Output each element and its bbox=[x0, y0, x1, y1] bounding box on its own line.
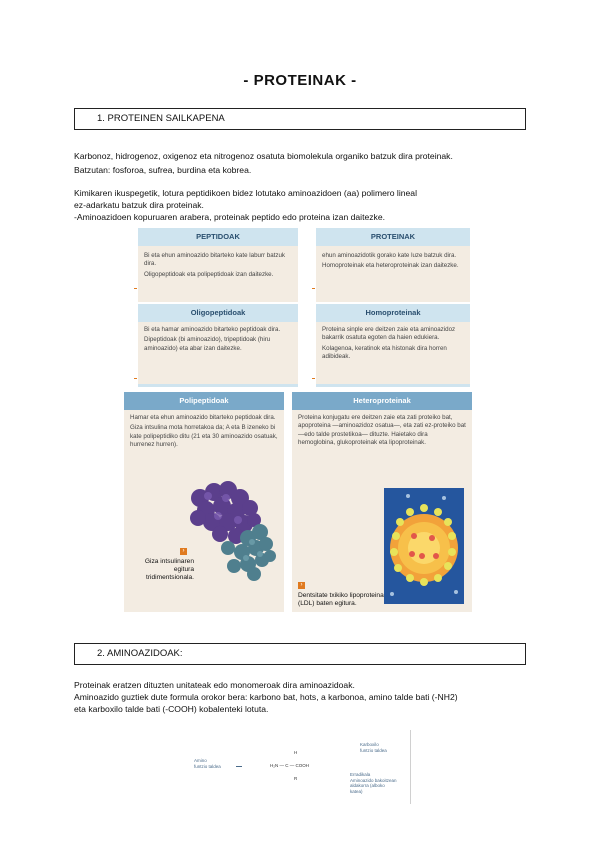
panel-paragraph: Bi eta hamar aminoazido bitarteko peptidoak dira. bbox=[144, 326, 281, 333]
formula-main: H₂N — C — COOH bbox=[270, 763, 309, 768]
section-header-2: 2. AMINOAZIDOAK: bbox=[74, 643, 526, 665]
panel-paragraph: Giza intsulina mota horretakoa da; A eta B izeneko bi kate polipeptidiko ditu (21 eta 30 aminoazido osatuak, hurrenez hurren). bbox=[130, 424, 278, 449]
amino-paragraph bbox=[74, 679, 544, 715]
panel-text bbox=[298, 414, 466, 450]
panel-header: Oligopeptidoak bbox=[138, 304, 298, 322]
pointer-line bbox=[236, 766, 242, 767]
panel-paragraph: Proteina konjugatu ere deitzen zaie eta zati proteiko bat, apoproteina —aminoazidoz osatua—, eta zati ez-proteiko bat —edo talde prostetikoa— dituzte. Haietako dira hemoglobina, glukoproteinak eta lipoproteinak. bbox=[298, 414, 466, 447]
arrow-icon: › bbox=[180, 548, 187, 555]
panel-paragraph: Homoproteinak eta heteroproteinak izan daitezke. bbox=[322, 262, 459, 270]
section-header-1: 1. PROTEINEN SAILKAPENA bbox=[74, 108, 526, 130]
connector-tick bbox=[312, 378, 315, 379]
label-line: Karboxilo bbox=[360, 742, 379, 747]
intro-line: Karbonoz, hidrogenoz, oxigenoz eta nitrogenoz osatuta biomolekula organiko batzuk dira proteinak. bbox=[74, 151, 453, 161]
panel-paragraph: Proteina sinple ere deitzen zaie eta aminoazidoz bakarrik osatuta egoten da haien edukiera. bbox=[322, 326, 456, 342]
divider-strip bbox=[138, 384, 298, 387]
panel-header: PEPTIDOAK bbox=[138, 228, 298, 246]
intro-line: Kimikaren ikuspegetik, lotura peptidikoen bidez lotutako aminoazidoen (aa) polimero lineal bbox=[74, 188, 417, 198]
divider-strip bbox=[316, 384, 470, 387]
panel-paragraph: Bi eta ehun aminoazido bitarteko kate laburr batzuk dira. bbox=[144, 252, 286, 268]
arrow-icon: › bbox=[298, 582, 305, 589]
panel-oligopeptidoak bbox=[138, 304, 298, 384]
intro-line: Batzutan: fosforoa, sufrea, burdina eta kobrea. bbox=[74, 165, 252, 175]
intro-paragraph-2 bbox=[74, 187, 544, 223]
figure-caption: Giza intsulinaren egitura tridimentsionala. bbox=[144, 558, 194, 581]
panel-paragraph: Dipeptidoak (bi aminoazido), tripeptidoak (hiru aminoazido) eta abar izan daitezke. bbox=[144, 336, 271, 352]
panel-header: Homoproteinak bbox=[316, 304, 470, 322]
radical-label bbox=[350, 772, 397, 794]
label-line: funtzio taldea bbox=[360, 747, 387, 753]
intro-line: -Aminoazidoen kopuruaren arabera, proteinak peptido edo proteina izan daitezke. bbox=[74, 212, 386, 222]
ldl-particle-image bbox=[384, 488, 464, 604]
amino-line: Proteinak eratzen dituzten unitateak edo monomeroak dira aminoazidoak. bbox=[74, 680, 355, 690]
connector-tick bbox=[134, 288, 137, 289]
panel-header: Heteroproteinak bbox=[292, 392, 472, 410]
divider-line bbox=[410, 730, 411, 804]
amino-line: Aminoazido guztiek dute formula orokor bera: karbono bat, hots, a karbonoa, amino talde bati (-NH2) bbox=[74, 692, 458, 702]
panel-heteroproteinak bbox=[292, 392, 472, 612]
panel-paragraph: Oligopeptidoak eta polipeptidoak izan daitezke. bbox=[144, 270, 274, 278]
label-line: aldakorra (alboko bbox=[350, 783, 385, 788]
intro-paragraph-1 bbox=[74, 150, 544, 176]
panel-text bbox=[130, 414, 278, 452]
label-line: Erradikala bbox=[350, 772, 371, 777]
formula-bottom: R bbox=[294, 776, 298, 781]
panel-text bbox=[322, 326, 464, 364]
panel-paragraph: ehun aminoazidotik gorako kate luze batzuk dira. bbox=[322, 252, 457, 259]
page-title: - PROTEINAK - bbox=[243, 72, 357, 89]
label-line: Aminoazido bakoitzean bbox=[350, 777, 397, 783]
label-line: katea) bbox=[350, 788, 363, 794]
panel-text bbox=[144, 252, 292, 281]
label-line: Amino bbox=[194, 758, 207, 763]
connector-tick bbox=[312, 288, 315, 289]
label-line: funtzio taldea bbox=[194, 763, 221, 769]
panel-paragraph: Hamar eta ehun aminoazido bitarteko peptidoak dira. bbox=[130, 414, 276, 421]
panel-text bbox=[144, 326, 292, 355]
formula-top: H bbox=[294, 750, 298, 755]
amino-group-label bbox=[194, 758, 221, 769]
panel-header: Polipeptidoak bbox=[124, 392, 284, 410]
panel-paragraph: Kolagenoa, keratinok eta histonak dira horren adibideak. bbox=[322, 344, 447, 361]
panel-header: PROTEINAK bbox=[316, 228, 470, 246]
panel-text bbox=[322, 252, 464, 273]
panel-proteinak bbox=[316, 228, 470, 302]
amino-formula-diagram bbox=[190, 730, 414, 806]
carboxyl-group-label bbox=[360, 742, 387, 753]
intro-line: ez-adarkatu batzuk dira proteinak. bbox=[74, 200, 204, 210]
figure-caption: Dentsitate txikiko lipoproteina (LDL) baten egitura. bbox=[298, 592, 384, 607]
amino-line: eta karboxilo talde bati (-COOH) kobalenteki lotuta. bbox=[74, 704, 269, 714]
classification-figure bbox=[120, 228, 476, 612]
connector-tick bbox=[134, 378, 137, 379]
panel-peptidoak bbox=[138, 228, 298, 302]
panel-polipeptidoak bbox=[124, 392, 284, 612]
panel-homoproteinak bbox=[316, 304, 470, 384]
